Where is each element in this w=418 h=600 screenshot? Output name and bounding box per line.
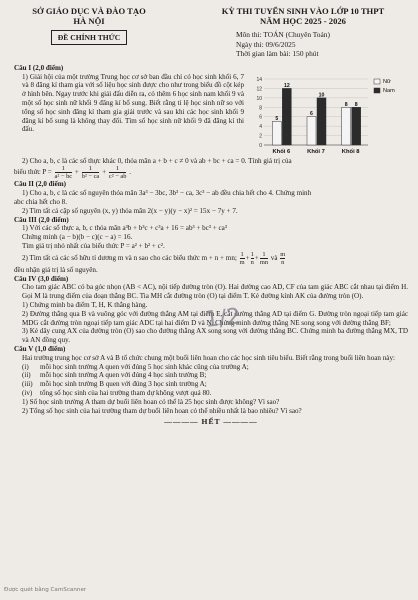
data-label: 10	[318, 91, 325, 98]
fraction-3	[109, 165, 127, 180]
fraction-1-over-n	[251, 251, 254, 266]
question-2-part-1-cont: abc chia hết cho 8.	[14, 197, 67, 206]
fraction-2	[82, 165, 100, 180]
y-tick-label: 8	[259, 104, 262, 111]
end-dash-left: ————	[164, 417, 202, 427]
question-3-part-2	[14, 251, 408, 266]
scanner-watermark: Được quét bằng CamScanner	[4, 587, 87, 593]
question-5-intro: Hai trường trung học cơ sở A và B tổ chức chung một buổi liên hoan cho các học sinh tiêu biểu. Biết rằng trong buổi liên hoan này:	[22, 353, 395, 362]
question-1-part-1-row	[14, 73, 408, 157]
question-3-part-2-text: 2) Tìm tất cả các số hữu tỉ dương m và n sao cho các biểu thức m + n + mn;	[22, 253, 237, 262]
question-3-and: và	[270, 253, 278, 262]
fraction-1	[55, 165, 73, 180]
question-1-title: Câu I (2,0 điểm)	[14, 63, 64, 72]
y-tick-label: 4	[259, 123, 262, 130]
official-label: ĐỀ CHÍNH THỨC	[51, 30, 127, 45]
data-label: 6	[310, 110, 313, 117]
department-block	[14, 6, 164, 59]
exam-info-block	[198, 6, 408, 59]
y-tick-label: 10	[256, 95, 262, 102]
fraction-m-over-n	[280, 251, 285, 266]
condition-text: mỗi học sinh trường B quen với đúng 3 học sinh trường A;	[40, 380, 207, 389]
y-tick-label: 0	[259, 142, 262, 149]
y-tick-label: 12	[256, 86, 262, 93]
question-4-part-1: 1) Chứng minh ba điểm T, H, K thẳng hàng.	[22, 300, 148, 309]
y-tick-label: 6	[259, 114, 262, 121]
bar-chart-svg	[250, 73, 408, 157]
question-2-title: Câu II (2,0 điểm)	[14, 180, 67, 189]
question-2-part-1: 1) Cho a, b, c là các số nguyên thỏa mãn 3a³ − 3bc, 3b³ − ca, 3c³ − ab đều chia hết cho 4. Chứng minh	[22, 189, 312, 198]
bar-Nam	[282, 88, 291, 145]
condition-item	[22, 371, 408, 380]
fraction-2-denominator: b² − ca	[81, 173, 100, 181]
fraction-3-numerator: 1	[109, 165, 127, 173]
fraction-1-over-m	[240, 251, 245, 266]
question-3-part-1c: Tìm giá trị nhỏ nhất của biểu thức P = a² + b² + c².	[22, 241, 165, 250]
plus-sign-4: +	[254, 253, 259, 262]
fraction-1-over-mn-den: mn	[259, 258, 269, 266]
condition-item	[22, 380, 408, 389]
question-2-part-2: 2) Tìm tất cả cặp số nguyên (x, y) thỏa mãn 2(x − y)(y − x)² = 15x − 7y + 7.	[22, 206, 238, 215]
question-4-part-2: 2) Đường thẳng qua B và vuông góc với đường thẳng AM tại điểm E, cắt đường thẳng AD tại điểm G. Đường tròn ngoại tiếp tam giác MDG cắt đường tròn ngoại tiếp tam giác ADC tại hai điểm D và N. Chứng minh đường thẳng NE song song với đường thẳng BF;	[22, 309, 408, 327]
question-3-part-1: 1) Với các số thực a, b, c thỏa mãn a³b + b³c + c³a + 16 = ab³ + bc³ + ca³	[22, 224, 227, 233]
expression-period: .	[129, 168, 132, 177]
end-dash-right: ————	[220, 417, 258, 427]
question-3-title: Câu III (2,0 điểm)	[14, 215, 69, 224]
exam-body	[14, 64, 408, 427]
exam-meta	[236, 30, 408, 59]
question-5-part-1: 1) Số học sinh trường A tham dự buổi liên hoan có thể là 25 học sinh được không? Vì sao?	[22, 397, 280, 406]
legend-swatch	[374, 88, 380, 93]
question-5-conditions	[14, 363, 408, 398]
fraction-1-over-m-num: 1	[240, 250, 244, 258]
fraction-1-over-m-den: m	[239, 258, 245, 266]
x-category-label: Khối 8	[341, 148, 360, 155]
question-4-part-3: 3) Kẻ dây cung AX của đường tròn (O) sao cho đường thẳng AX song song với đường thẳng BC. Chứng minh ba đường thẳng MX, TD và AN đồng quy.	[22, 327, 408, 345]
bar-Nam	[352, 107, 361, 145]
y-tick-label: 14	[256, 76, 262, 83]
plus-sign-1: +	[74, 168, 79, 177]
bar-Nữ	[272, 121, 281, 145]
x-category-label: Khối 7	[307, 148, 325, 155]
data-label: 8	[344, 101, 348, 108]
legend-label: Nữ	[383, 78, 391, 85]
x-category-label: Khối 6	[272, 148, 291, 155]
question-1-part-2-text: 2) Cho a, b, c là các số thực khác 0, thỏa mãn a + b + c ≠ 0 và ab + bc + ca = 0. Tính giá trị của	[22, 156, 292, 165]
handwritten-mark: 1/2	[203, 304, 242, 333]
condition-text: mỗi học sinh trường A quen với đúng 5 học sinh khác cũng của trường A;	[40, 362, 249, 371]
fraction-m-over-n-den: n	[281, 258, 285, 266]
fraction-1-denominator: a² − bc	[54, 173, 73, 181]
question-5-part-2: 2) Tổng số học sinh của hai trường tham dự buổi liên hoan có thể nhiều nhất là bao nhiêu? Vì sao?	[22, 406, 302, 415]
fraction-2-numerator: 1	[82, 165, 100, 173]
legend-label: Nam	[383, 87, 395, 94]
plus-sign-2: +	[102, 168, 107, 177]
fraction-3-denominator: c² − ab	[108, 173, 127, 181]
question-1-part-2	[14, 157, 408, 166]
condition-number: (ii)	[22, 371, 31, 380]
condition-number: (iv)	[22, 388, 33, 397]
end-marker	[14, 418, 408, 427]
condition-item	[22, 389, 408, 398]
double-bar-chart	[250, 73, 408, 157]
fraction-1-over-mn	[260, 251, 268, 266]
data-label: 5	[275, 115, 279, 122]
y-tick-label: 2	[259, 133, 262, 140]
bar-Nam	[317, 97, 326, 144]
condition-text: mỗi học sinh trường A quen với đúng 4 học sinh trường B;	[40, 371, 207, 380]
exam-duration: Thời gian làm bài: 150 phút	[236, 49, 319, 59]
condition-text: tổng số học sinh của hai trường tham dự không vượt quá 80.	[40, 388, 212, 397]
department-city: HÀ NỘI	[73, 16, 105, 26]
condition-number: (iii)	[22, 380, 33, 389]
question-4-intro: Cho tam giác ABC có ba góc nhọn (AB < AC), nội tiếp đường tròn (O). Hai đường cao AD, CF của tam giác ABC cắt nhau tại điểm H. Gọi M là trung điểm của đoạn thẳng BC. Tia MH cắt đường tròn (O) tại điểm T. Kẻ đường kính AK của đường tròn (O).	[22, 283, 408, 301]
bar-Nữ	[307, 116, 316, 144]
fraction-m-over-n-num: m	[280, 250, 286, 258]
fraction-1-numerator: 1	[55, 165, 73, 173]
bar-Nữ	[342, 107, 351, 145]
department-name: SỞ GIÁO DỤC VÀ ĐÀO TẠO	[32, 6, 146, 16]
condition-item	[22, 363, 408, 372]
condition-number: (i)	[22, 362, 29, 371]
exam-subject: Môn thi: TOÁN (Chuyên Toán)	[236, 30, 330, 39]
legend-swatch	[374, 79, 380, 84]
question-1-part-1: 1) Giải hội của một trường Trung học cơ sở ban đầu chỉ có học sinh khối 6, 7 và 8 đăng kí tham gia với số liệu học sinh được cho như trong biểu đồ cột kép ở hình bên. Ngay trước khi giải đấu diễn ra, có thêm 6 học sinh nam khối 9 và một số học sinh nữ khối 9 đăng kí bổ sung. Biết rằng tỉ lệ học sinh nữ so với tổng số học sinh đăng kí tham gia giải trước và sau khi các học sinh khối 9 đăng kí bổ sung là không thay đổi. Tìm số học sinh nữ khối 9 đã đăng kí thi đấu.	[22, 72, 244, 134]
exam-header	[14, 6, 408, 59]
end-text: HẾT	[201, 417, 221, 427]
data-label: 12	[283, 82, 290, 89]
fraction-1-over-n-den: n	[250, 258, 254, 266]
question-5-title: Câu V (1,0 điểm)	[14, 344, 66, 353]
fraction-1-over-mn-num: 1	[260, 251, 268, 259]
fraction-1-over-n-num: 1	[250, 250, 254, 258]
exam-title: KỲ THI TUYỂN SINH VÀO LỚP 10 THPT	[221, 6, 385, 16]
exam-year: NĂM HỌC 2025 - 2026	[260, 16, 346, 26]
expression-p-label: biểu thức P =	[14, 168, 52, 177]
exam-date: Ngày thi: 09/6/2025	[236, 39, 296, 49]
question-3-part-2-cont: đều nhận giá trị là số nguyên.	[14, 265, 98, 274]
data-label: 8	[354, 101, 358, 108]
expression-p	[14, 165, 408, 180]
question-3-part-1b: Chứng minh (a − b)(b − c)(c − a) = 16.	[22, 233, 133, 242]
question-4-title: Câu IV (3,0 điểm)	[14, 274, 69, 283]
plus-sign-3: +	[245, 253, 250, 262]
